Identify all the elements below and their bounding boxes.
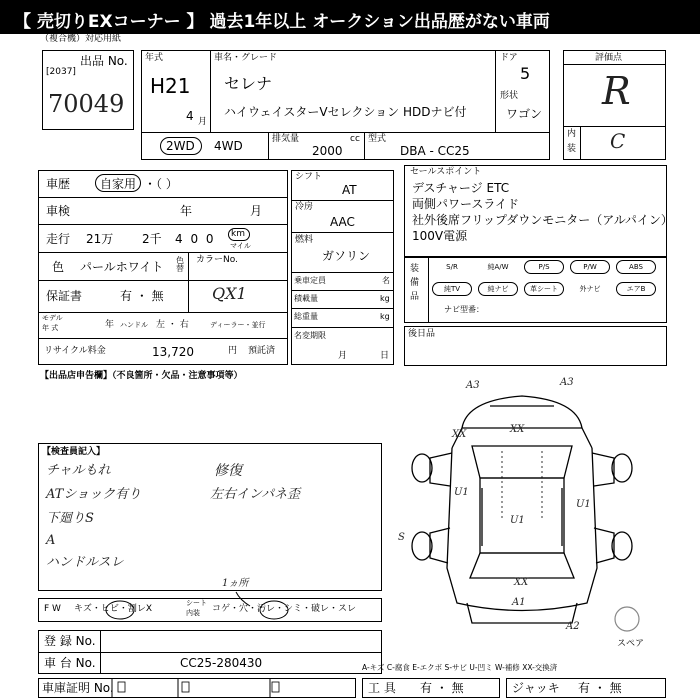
mark-u1-2: U1 bbox=[510, 515, 525, 526]
lot-number: 70049 bbox=[48, 90, 125, 118]
seat-label-2: 内装 bbox=[186, 609, 200, 617]
registry-label: 車歴 bbox=[46, 177, 71, 191]
displacement-value: 2000 bbox=[312, 144, 343, 158]
model-type-label-2: 年 式 bbox=[42, 324, 59, 332]
ac-label: 冷房 bbox=[295, 202, 314, 212]
chassis-value: CC25-280430 bbox=[180, 656, 263, 670]
inspector-note-7: 左右インパネ歪 bbox=[210, 487, 301, 502]
equipment-item: 革シート bbox=[524, 282, 564, 296]
spare-label: スペア bbox=[617, 639, 645, 649]
registry-rest: ・（ ） bbox=[144, 177, 178, 191]
body-value: ワゴン bbox=[506, 107, 543, 121]
mileage-man: 21万 bbox=[86, 232, 114, 246]
inspection-year: 年 bbox=[180, 204, 193, 218]
cert-label: 車庫証明 No. bbox=[42, 681, 114, 695]
sales-point-3: 社外後席フリップダウンモニター（アルパイン） bbox=[412, 213, 673, 227]
spare-tire-icon bbox=[612, 604, 642, 634]
reg-label: 登 録 No. bbox=[44, 634, 96, 648]
mark-u1-1: U1 bbox=[454, 487, 469, 498]
equipment-item: P/S bbox=[524, 260, 564, 274]
displacement-label: 排気量 bbox=[272, 134, 300, 144]
jack-value: 有 ・ 無 bbox=[578, 681, 622, 695]
ac-value: AAC bbox=[330, 215, 355, 229]
car-name: セレナ bbox=[224, 74, 273, 93]
fw-label: F W bbox=[44, 604, 61, 614]
equipment-item: 純A/W bbox=[487, 263, 509, 271]
inspector-note-2: ATショック有り bbox=[46, 487, 142, 502]
mark-u1-3: U1 bbox=[576, 499, 591, 510]
color-label: 色 bbox=[52, 260, 65, 274]
drive-2wd: 2WD bbox=[166, 139, 195, 153]
seat-items: コゲ・穴・汚レ・シミ・破レ・スレ bbox=[212, 604, 357, 614]
page-title: 【 売切りEXコーナー 】 過去1年以上 オークション出品歴がない車両 bbox=[0, 0, 700, 34]
navi-label: ナビ型番： bbox=[444, 305, 484, 314]
recycle-label: リサイクル料金 bbox=[44, 346, 106, 356]
color-no-label: カラーNo. bbox=[196, 255, 238, 265]
color-no-value: QX1 bbox=[212, 284, 247, 303]
equipment-item: P/W bbox=[570, 260, 610, 274]
equipment-label: 装備品 bbox=[410, 264, 420, 302]
model-label: 型式 bbox=[368, 134, 387, 144]
mark-xx-1: XX bbox=[452, 429, 467, 440]
chassis-label: 車 台 No. bbox=[44, 656, 96, 670]
km-label: km bbox=[231, 229, 245, 239]
year-value: H21 bbox=[150, 74, 191, 98]
registry-value: 自家用 bbox=[100, 177, 137, 191]
tools-value: 有 ・ 無 bbox=[420, 681, 464, 695]
sales-point-4: 100V電源 bbox=[412, 229, 468, 243]
gross-unit: kg bbox=[380, 312, 390, 321]
doors-value: 5 bbox=[520, 64, 531, 83]
capacity-label: 乗車定員 bbox=[294, 276, 326, 285]
mark-a3-right: A3 bbox=[560, 377, 574, 388]
model-type-year: 年 bbox=[105, 320, 115, 330]
cc-label: cc bbox=[350, 134, 360, 144]
name-change-label: 名変期限 bbox=[294, 331, 326, 340]
lot-label: 出品 No. bbox=[80, 54, 128, 68]
seat-label-1: シート bbox=[186, 599, 207, 607]
mark-a3-left: A3 bbox=[466, 380, 480, 391]
mark-a2: A2 bbox=[566, 621, 580, 632]
inspector-note-5: ハンドルスレ bbox=[46, 555, 124, 570]
grade-label: 評価点 bbox=[595, 53, 623, 63]
recycle-amount: 13,720 bbox=[152, 345, 194, 359]
steering-label: ハンドル bbox=[120, 321, 148, 329]
capacity-unit: 名 bbox=[382, 276, 390, 285]
inspection-month: 月 bbox=[250, 204, 263, 218]
mile-label: マイル bbox=[230, 242, 251, 250]
month-suffix: 月 bbox=[198, 117, 208, 127]
mark-xx-2: XX bbox=[510, 424, 525, 435]
mark-s: S bbox=[398, 532, 405, 543]
doors-label: ドア bbox=[500, 53, 518, 63]
name-change-month: 月 bbox=[338, 351, 348, 361]
month-value: 4 bbox=[186, 109, 194, 123]
name-change-day: 日 bbox=[380, 351, 390, 361]
mark-xx-3: XX bbox=[514, 577, 529, 588]
mileage-sen: 2千 bbox=[142, 232, 162, 246]
mileage-label: 走行 bbox=[46, 232, 71, 246]
year-label: 年式 bbox=[145, 53, 164, 63]
sales-point-1: デスチャージ ETC bbox=[412, 181, 510, 195]
recycle-status: 預託済 bbox=[248, 346, 276, 356]
model-type-label-1: モデル bbox=[42, 314, 63, 322]
color-value: パールホワイト bbox=[80, 260, 164, 274]
fuel-label: 燃料 bbox=[295, 235, 314, 245]
damage-legend: A-キズ C-腐食 E-エクボ S-サビ U-凹ミ W-補修 XX-交換済 bbox=[362, 663, 558, 672]
sales-point-2: 両側パワースライド bbox=[412, 197, 520, 211]
inspector-label: 【検査員記入】 bbox=[42, 447, 106, 457]
form-subtitle: （複合機）対応用紙 bbox=[40, 34, 122, 44]
notes-label: 後日品 bbox=[408, 329, 436, 339]
interior-note: 1ヵ所 bbox=[222, 578, 249, 589]
car-grade: ハイウェイスターVセレクション HDDナビ付 bbox=[224, 105, 467, 119]
dealer-label: ディーラー・並行 bbox=[210, 321, 266, 329]
fuel-value: ガソリン bbox=[322, 249, 371, 263]
tools-label: 工 具 bbox=[368, 681, 396, 695]
equipment-item: 純TV bbox=[432, 282, 472, 296]
body-label: 形状 bbox=[500, 91, 519, 101]
name-label: 車名・グレード bbox=[214, 53, 278, 63]
load-unit: kg bbox=[380, 294, 390, 303]
inspector-note-4: A bbox=[46, 533, 56, 548]
interior-label-1: 内 bbox=[567, 129, 577, 139]
equipment-item: S/R bbox=[446, 263, 458, 271]
warranty-label: 保証書 bbox=[46, 289, 83, 303]
shift-value: AT bbox=[342, 183, 357, 197]
equipment-item: 外ナビ bbox=[579, 285, 601, 293]
drive-4wd: 4WD bbox=[214, 139, 243, 153]
equipment-item: 純ナビ bbox=[478, 282, 518, 296]
jack-label: ジャッキ bbox=[512, 681, 560, 695]
gross-label: 総重量 bbox=[294, 312, 318, 321]
equipment-item: エアB bbox=[616, 282, 656, 296]
steering-value: 左 ・ 右 bbox=[156, 320, 189, 330]
color-change: 色替 bbox=[176, 256, 184, 273]
shift-label: シフト bbox=[295, 172, 323, 182]
load-label: 積載量 bbox=[294, 294, 318, 303]
interior-label-2: 装 bbox=[567, 144, 577, 154]
grade-score: R bbox=[602, 69, 631, 113]
equipment-item: ABS bbox=[616, 260, 656, 274]
inspector-note-3: 下廻りS bbox=[46, 511, 94, 526]
mark-a1: A1 bbox=[512, 597, 526, 608]
recycle-unit: 円 bbox=[228, 346, 238, 356]
warranty-value: 有 ・ 無 bbox=[120, 289, 164, 303]
inspector-note-6: 修復 bbox=[214, 463, 242, 479]
mileage-rest: 4 0 0 bbox=[175, 232, 216, 246]
inspection-label: 車検 bbox=[46, 204, 71, 218]
declaration-label: 【出品店申告欄】（不良箇所・欠品・注意事項等） bbox=[40, 371, 243, 381]
sales-points-label: セールスポイント bbox=[410, 167, 482, 177]
fw-items: キズ・ヒビ・割レX bbox=[74, 604, 152, 614]
lot-code: [2037] bbox=[46, 67, 76, 77]
interior-grade: C bbox=[610, 129, 626, 153]
inspector-note-1: チャルもれ bbox=[46, 463, 111, 478]
model-value: DBA - CC25 bbox=[400, 144, 470, 158]
